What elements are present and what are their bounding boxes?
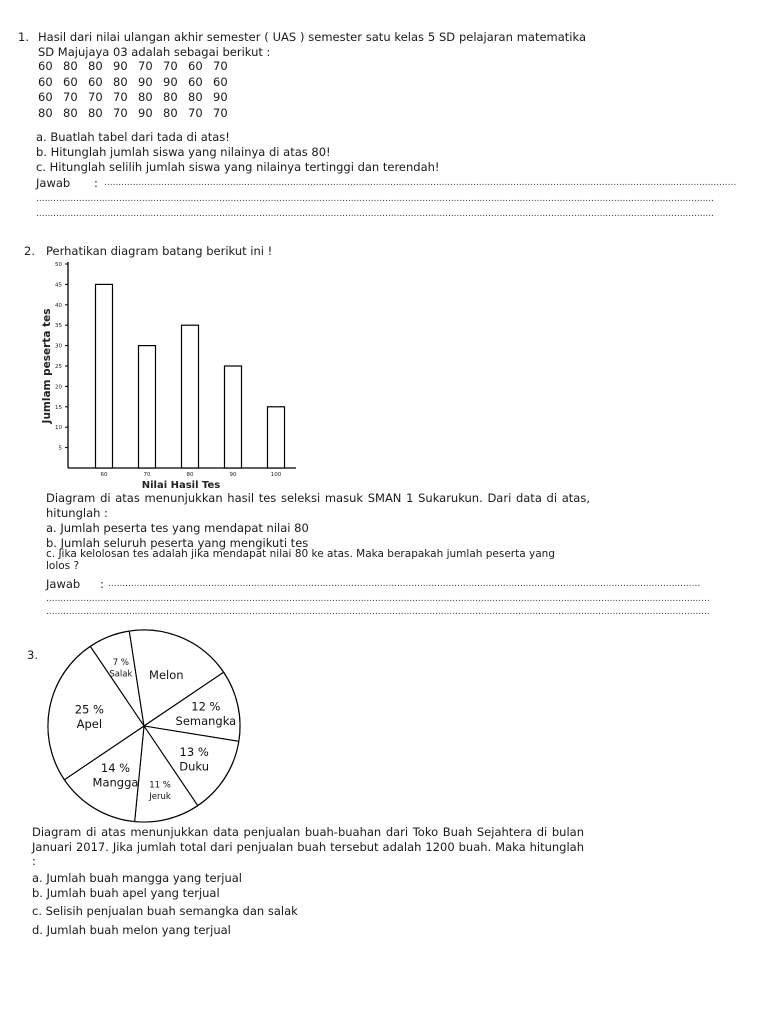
- score-cell: 70: [138, 59, 153, 73]
- pie-slice-label: Semangka: [175, 713, 237, 728]
- answer-line: ........................................................................................................................................................................................................................................: [46, 607, 710, 617]
- score-cell: 70: [213, 59, 228, 73]
- pie-percent-label: 13 %: [179, 745, 209, 760]
- pie-percent-label: 11 %: [149, 780, 171, 791]
- score-cell: 80: [63, 105, 78, 120]
- score-row: [38, 59, 238, 75]
- y-tick-label: 40: [55, 302, 62, 309]
- score-cell: 60: [88, 74, 103, 89]
- score-cell: 60: [188, 74, 203, 89]
- score-cell: 80: [38, 105, 53, 120]
- q2-number: 2.: [24, 244, 35, 258]
- q1-score-grid: [38, 59, 238, 121]
- bar: [139, 346, 156, 468]
- pie-slice-label: Duku: [179, 759, 210, 774]
- score-cell: 70: [163, 59, 178, 73]
- q2-description: Diagram di atas menunjukkan hasil tes seleksi masuk SMAN 1 Sukarukun. Dari data di atas, hitunglah :: [46, 491, 590, 520]
- y-tick-label: 35: [55, 323, 62, 330]
- q1-item-c: c. Hitunglah selilih jumlah siswa yang nilainya tertinggi dan terendah!: [36, 160, 440, 174]
- bar: [268, 407, 285, 468]
- y-tick-label: 50: [55, 262, 62, 268]
- score-cell: 80: [63, 59, 78, 73]
- score-cell: 70: [113, 90, 128, 104]
- q2-item-b: b. Jumlah seluruh peserta yang mengikuti tes: [46, 536, 309, 550]
- score-cell: 70: [113, 105, 128, 120]
- score-cell: 60: [213, 74, 228, 89]
- y-tick-label: 30: [55, 343, 62, 350]
- pie-slice-label: Salak: [109, 669, 133, 680]
- score-cell: 80: [188, 90, 203, 104]
- bar: [96, 284, 113, 468]
- q3-description: Diagram di atas menunjukkan data penjualan buah-buahan dari Toko Buah Sejahtera di bulan Januari 2017. Jika jumlah total dari penjualan buah tersebut adalah 1200 buah. Maka hitunglah :: [32, 825, 584, 868]
- q3-item-d: d. Jumlah buah melon yang terjual: [32, 923, 231, 937]
- bar: [225, 366, 242, 468]
- q1-answer-colon: :: [94, 176, 98, 190]
- answer-line: .............................................................................................................................................................................................................................................: [36, 194, 715, 204]
- pie-slice-label: Melon: [149, 667, 184, 682]
- score-cell: 90: [213, 90, 228, 104]
- q2-item-a: a. Jumlah peserta tes yang mendapat nilai 80: [46, 521, 309, 535]
- pie-percent-label: 14 %: [100, 760, 131, 775]
- score-cell: 60: [38, 59, 53, 73]
- bar-chart-plot: [41, 262, 296, 491]
- pie-percent-label: 7 %: [112, 658, 129, 669]
- y-tick-label: 45: [55, 282, 62, 289]
- score-row: [38, 106, 238, 122]
- x-tick-label: 70: [143, 472, 151, 478]
- answer-line: .............................................................................................................................................................................................................................: [104, 178, 737, 188]
- q1-text: Hasil dari nilai ulangan akhir semester ( UAS ) semester satu kelas 5 SD pelajaran matematika SD Majujaya 03 adalah sebagai berikut :: [38, 30, 586, 59]
- pie-slice-label: Mangga: [92, 775, 139, 790]
- score-cell: 60: [63, 74, 78, 89]
- score-cell: 70: [188, 105, 203, 120]
- score-cell: 70: [63, 90, 78, 104]
- pie-percent-label: 25 %: [74, 702, 104, 717]
- score-cell: 80: [113, 74, 128, 89]
- score-cell: 90: [163, 74, 178, 89]
- q3-item-c: c. Selisih penjualan buah semangka dan salak: [32, 904, 298, 918]
- q2-item-c: c. Jika kelolosan tes adalah jika mendapat nilai 80 ke atas. Maka berapakah jumlah peserta yang lolos ?: [46, 548, 555, 572]
- y-axis-label: Jumlam peserta tes: [41, 308, 53, 424]
- q1-answer-label: Jawab: [36, 176, 71, 190]
- q2-answer-label: Jawab: [46, 577, 81, 591]
- score-cell: 60: [188, 59, 203, 73]
- score-cell: 80: [138, 90, 153, 104]
- score-row: [38, 90, 238, 106]
- answer-line: ...............................................................................................................................................................................................................: [108, 579, 701, 589]
- score-cell: 80: [88, 105, 103, 120]
- score-cell: 90: [138, 74, 153, 89]
- answer-line: ........................................................................................................................................................................................................................................: [46, 594, 710, 604]
- y-tick-label: 15: [55, 404, 62, 411]
- pie-percent-label: 12 %: [191, 699, 221, 714]
- score-cell: 90: [113, 59, 128, 73]
- y-tick-label: 10: [55, 425, 62, 432]
- pie-chart: [40, 630, 250, 830]
- score-cell: 70: [88, 90, 103, 104]
- score-cell: 60: [38, 90, 53, 104]
- q3-item-a: a. Jumlah buah mangga yang terjual: [32, 871, 242, 885]
- score-cell: 80: [163, 105, 178, 120]
- x-tick-label: 90: [229, 472, 237, 478]
- x-axis-label: Nilai Hasil Tes: [141, 480, 221, 491]
- score-cell: 60: [38, 74, 53, 89]
- score-cell: 70: [213, 105, 228, 120]
- x-tick-label: 60: [100, 472, 108, 478]
- answer-line: .............................................................................................................................................................................................................................................: [36, 209, 715, 219]
- q2-answer-colon: :: [100, 577, 104, 591]
- q1-item-b: b. Hitunglah jumlah siswa yang nilainya di atas 80!: [36, 145, 331, 159]
- x-tick-label: 80: [186, 472, 194, 478]
- y-tick-label: 5: [58, 445, 62, 452]
- q1-item-a: a. Buatlah tabel dari tada di atas!: [36, 130, 230, 144]
- bar-chart: [38, 256, 300, 492]
- score-row: [38, 75, 238, 91]
- bar: [182, 325, 199, 468]
- q1-number: 1.: [18, 30, 29, 44]
- y-tick-label: 25: [55, 364, 62, 370]
- pie-chart-plot: [48, 630, 240, 822]
- q3-item-b: b. Jumlah buah apel yang terjual: [32, 886, 220, 900]
- score-cell: 80: [88, 59, 103, 73]
- y-tick-label: 20: [55, 384, 62, 391]
- score-cell: 80: [163, 90, 178, 104]
- score-cell: 90: [138, 105, 153, 120]
- pie-slice-label: Apel: [76, 716, 103, 731]
- pie-slice-label: Jeruk: [149, 791, 171, 802]
- q2-intro: Perhatikan diagram batang berikut ini !: [46, 244, 273, 258]
- x-tick-label: 100: [270, 472, 282, 478]
- q3-number: 3.: [27, 648, 38, 662]
